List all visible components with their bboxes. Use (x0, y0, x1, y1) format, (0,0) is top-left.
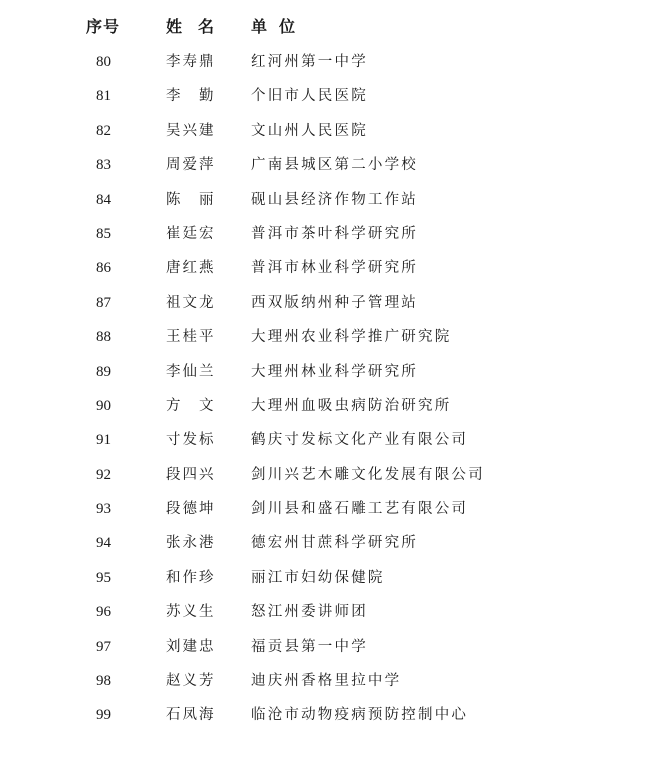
table-row (0, 251, 655, 285)
work-unit: 文山州人民医院 (251, 122, 368, 139)
work-unit: 广南县城区第二小学校 (251, 157, 418, 174)
work-unit: 大理州农业科学推广研究院 (251, 329, 452, 346)
person-name: 吴兴建 (166, 122, 216, 139)
work-unit: 普洱市茶叶科学研究所 (251, 225, 418, 242)
table-row (0, 45, 655, 79)
work-unit: 大理州血吸虫病防治研究所 (251, 397, 452, 414)
table-row (0, 148, 655, 182)
table-row (0, 217, 655, 251)
work-unit: 剑川兴艺木雕文化发展有限公司 (251, 466, 485, 483)
serial-number: 86 (96, 260, 111, 277)
person-name: 寸发标 (166, 432, 216, 449)
table-row (0, 595, 655, 629)
person-name: 唐红燕 (166, 260, 216, 277)
work-unit: 普洱市林业科学研究所 (251, 260, 418, 277)
serial-number: 95 (96, 569, 111, 586)
serial-number: 84 (96, 191, 111, 208)
work-unit: 鹤庆寸发标文化产业有限公司 (251, 432, 469, 449)
serial-number: 80 (96, 54, 111, 70)
person-name: 李 勤 (166, 88, 216, 105)
work-unit: 丽江市妇幼保健院 (251, 569, 385, 586)
table-row (0, 698, 655, 732)
table-row (0, 630, 655, 664)
serial-number: 88 (96, 329, 111, 346)
serial-number: 94 (96, 535, 111, 552)
serial-number: 99 (96, 707, 111, 724)
header-name: 姓名 (166, 17, 231, 36)
serial-number: 91 (96, 432, 111, 449)
table-row (0, 526, 655, 560)
person-name: 李仙兰 (166, 363, 216, 380)
serial-number: 87 (96, 294, 111, 311)
header-serial-number: 序号 (86, 17, 121, 36)
table-row (0, 114, 655, 148)
person-name: 赵义芳 (166, 673, 216, 690)
header-unit: 单位 (251, 17, 308, 36)
work-unit: 红河州第一中学 (251, 54, 368, 70)
person-name: 祖文龙 (166, 294, 216, 311)
table-row (0, 355, 655, 389)
work-unit: 砚山县经济作物工作站 (251, 191, 418, 208)
person-name: 和作珍 (166, 569, 216, 586)
work-unit: 大理州林业科学研究所 (251, 363, 418, 380)
work-unit: 西双版纳州种子管理站 (251, 294, 418, 311)
table-row (0, 286, 655, 320)
serial-number: 96 (96, 604, 111, 621)
serial-number: 98 (96, 673, 111, 690)
person-name: 段德坤 (166, 501, 216, 518)
serial-number: 83 (96, 157, 111, 174)
work-unit: 临沧市动物疫病预防控制中心 (251, 707, 469, 724)
person-name: 张永港 (166, 535, 216, 552)
serial-number: 82 (96, 122, 111, 139)
person-name: 周爱萍 (166, 157, 216, 174)
table-row (0, 79, 655, 113)
person-name: 苏义生 (166, 604, 216, 621)
work-unit: 怒江州委讲师团 (251, 604, 368, 621)
person-name: 李寿鼎 (166, 54, 216, 70)
person-name: 崔廷宏 (166, 225, 216, 242)
table-header (0, 14, 655, 40)
work-unit: 福贡县第一中学 (251, 638, 368, 655)
table-row (0, 320, 655, 354)
table-row (0, 389, 655, 423)
person-name: 刘建忠 (166, 638, 216, 655)
serial-number: 85 (96, 225, 111, 242)
table-row (0, 183, 655, 217)
serial-number: 81 (96, 88, 111, 105)
serial-number: 90 (96, 397, 111, 414)
serial-number: 89 (96, 363, 111, 380)
table-row (0, 458, 655, 492)
serial-number: 92 (96, 466, 111, 483)
work-unit: 德宏州甘蔗科学研究所 (251, 535, 418, 552)
table-row (0, 492, 655, 526)
table-body (0, 45, 655, 733)
work-unit: 个旧市人民医院 (251, 88, 368, 105)
person-name: 石凤海 (166, 707, 216, 724)
work-unit: 剑川县和盛石雕工艺有限公司 (251, 501, 469, 518)
person-name: 陈 丽 (166, 191, 216, 208)
person-name: 王桂平 (166, 329, 216, 346)
table-row (0, 664, 655, 698)
work-unit: 迪庆州香格里拉中学 (251, 673, 402, 690)
table-row (0, 561, 655, 595)
serial-number: 97 (96, 638, 111, 655)
person-name: 方 文 (166, 397, 216, 414)
serial-number: 93 (96, 501, 111, 518)
table-row (0, 423, 655, 457)
person-name: 段四兴 (166, 466, 216, 483)
